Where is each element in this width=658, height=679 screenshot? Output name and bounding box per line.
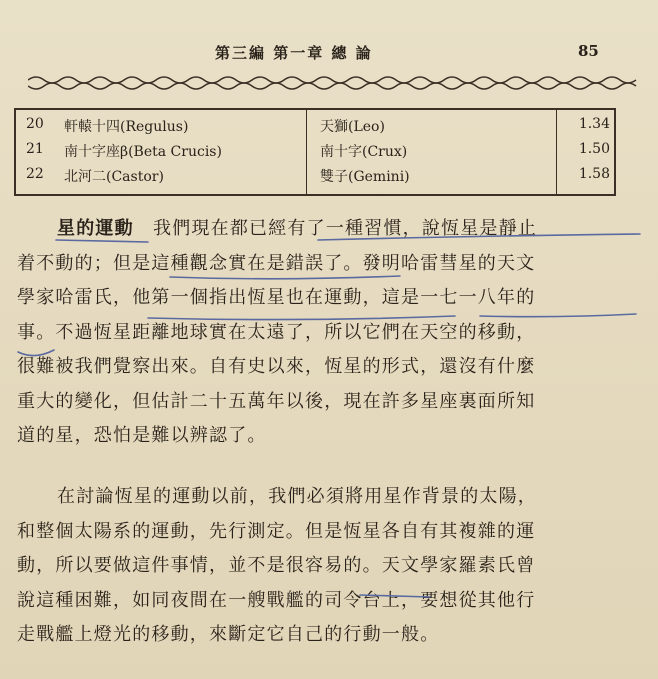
paragraph-star-motion [17, 212, 642, 454]
chapter-title: 第三編 第一章 總 論 [215, 44, 373, 62]
row-number: 22 [26, 166, 44, 182]
text-line: 重大的變化，但估計二十五萬年以後，現在許多星座裏面所知 [17, 390, 536, 412]
text-line: 學家哈雷氏，他第一個指出恆星也在運動，這是一七一八年的 [17, 287, 536, 308]
text-line: 走戰艦上燈光的移動，來斷定它自己的行動一般。 [17, 624, 440, 645]
table-row [16, 141, 614, 165]
text-line: 很難被我們覺察出來。自有史以來，恆星的形式，還沒有什麼 [17, 356, 536, 377]
star-name: 軒轅十四(Regulus) [64, 119, 189, 135]
star-name: 北河二(Castor) [64, 169, 164, 185]
text-line: 動，所以要做這件事情，並不是很容易的。天文學家羅素氏曾 [17, 555, 536, 576]
page-number: 85 [578, 42, 599, 60]
running-header [0, 38, 658, 68]
star-magnitude: 1.58 [578, 166, 610, 182]
text-line: 星的運動 我們現在都已經有了一種習慣，說恆星是靜止 [57, 218, 538, 239]
star-name: 南十字座β(Beta Crucis) [64, 144, 222, 160]
section-heading: 星的運動 [57, 218, 134, 239]
text-line: 和整個太陽系的運動，先行測定。但是恆星各自有其複雜的運 [17, 520, 536, 542]
star-magnitude: 1.50 [578, 141, 610, 157]
star-magnitude-table [14, 108, 616, 196]
table-row [16, 166, 614, 190]
row-number: 20 [26, 116, 44, 132]
constellation-name: 天獅(Leo) [320, 119, 385, 135]
decorative-wave-rule [28, 72, 648, 94]
row-number: 21 [26, 141, 44, 157]
text-line: 道的星，恐怕是難以辨認了。 [17, 425, 267, 446]
paragraph-solar-motion [17, 480, 642, 653]
constellation-name: 雙子(Gemini) [320, 169, 410, 185]
text-line: 事。不過恆星距離地球實在太遠了，所以它們在天空的移動， [17, 321, 536, 343]
text-line: 說這種困難，如同夜間在一艘戰艦的司令台上，要想從其他行 [17, 589, 536, 611]
star-magnitude: 1.34 [578, 116, 610, 132]
table-row [16, 116, 614, 140]
text-line: 在討論恆星的運動以前，我們必須將用星作背景的太陽， [57, 486, 537, 507]
constellation-name: 南十字(Crux) [320, 144, 408, 160]
text-line: 着不動的；但是這種觀念實在是錯誤了。發明哈雷彗星的天文 [17, 252, 536, 274]
